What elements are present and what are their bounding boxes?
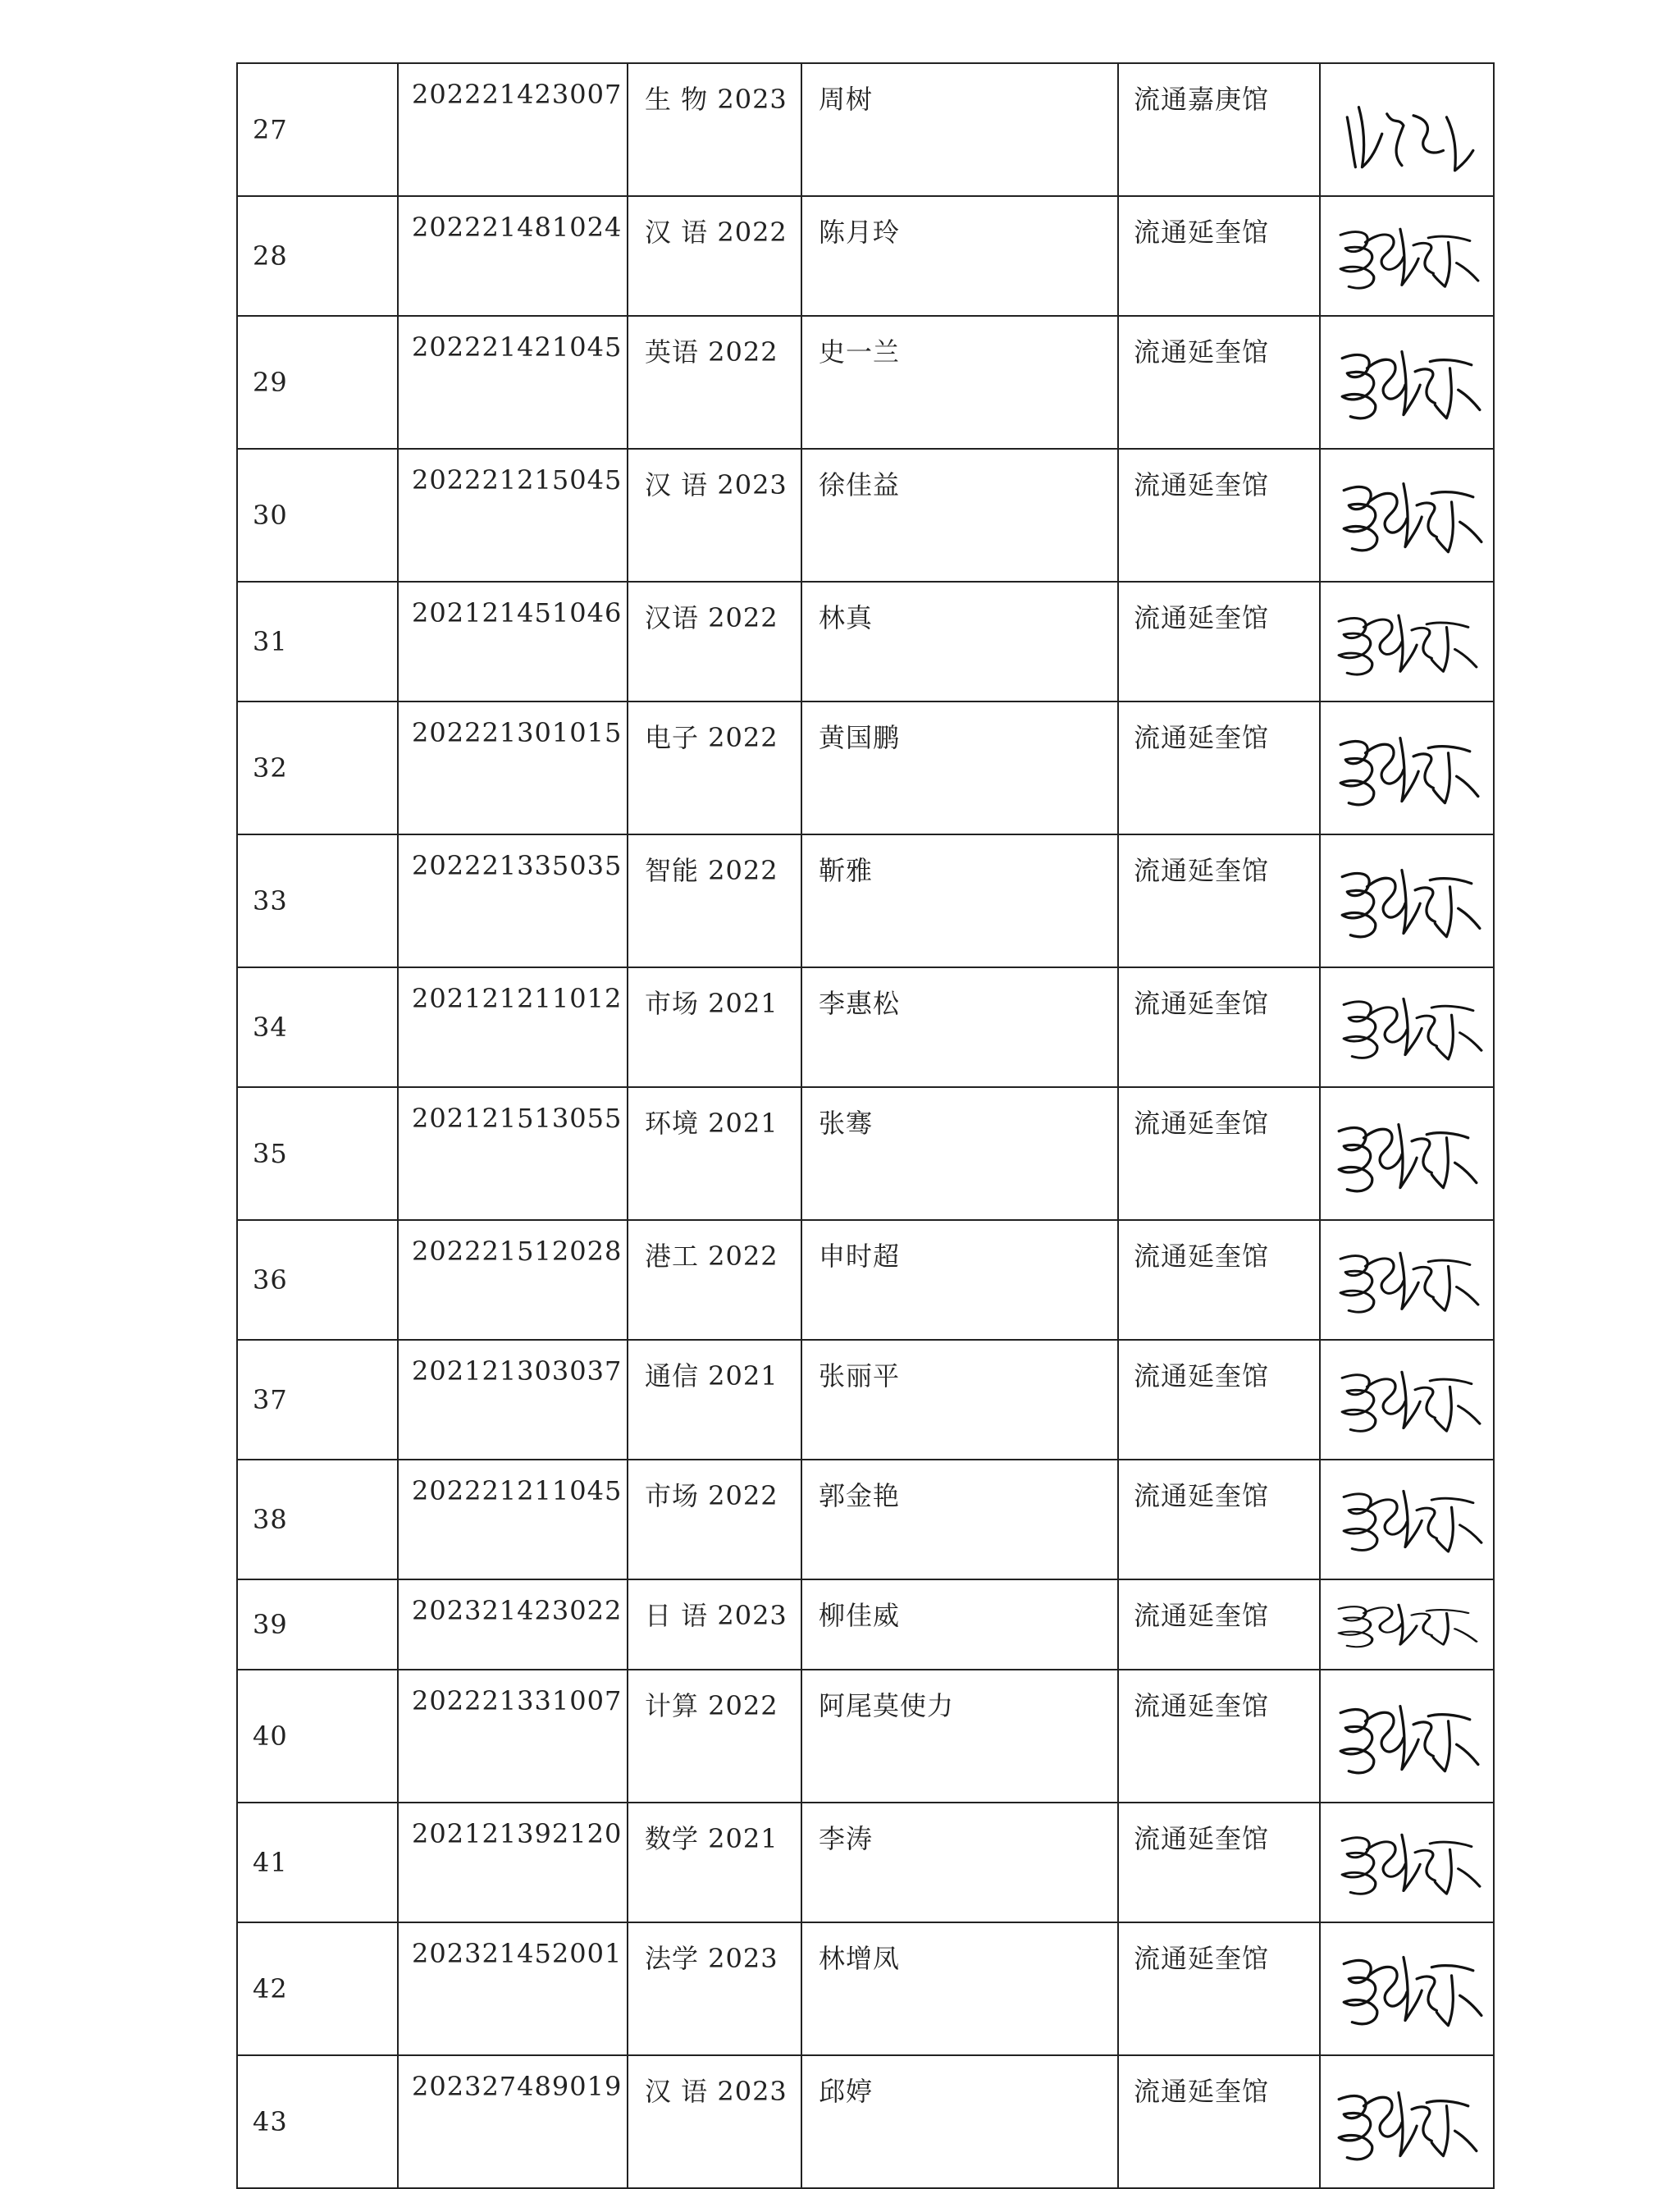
signature-stroke — [1428, 1260, 1470, 1264]
record-table — [236, 62, 1495, 2189]
signature-stroke — [1428, 236, 1470, 240]
library-cell: 流通延奎馆 — [1118, 1670, 1320, 1803]
student-id-cell: 202121451046 — [398, 582, 628, 701]
table-row — [237, 1220, 1494, 1340]
signature-stroke — [1339, 2096, 1372, 2159]
signature-stroke — [1402, 1372, 1420, 1428]
class-cell: 汉 语 2022 — [628, 196, 801, 316]
library-cell: 流通延奎馆 — [1118, 316, 1320, 449]
library-cell: 流通延奎馆 — [1118, 1087, 1320, 1220]
row-number-cell: 33 — [237, 834, 398, 967]
library-cell: 流通嘉庚馆 — [1118, 63, 1320, 196]
signature-stroke — [1435, 887, 1451, 937]
signature-cell — [1320, 1579, 1494, 1670]
signature-scribble — [1324, 839, 1490, 955]
signature-stroke — [1339, 1606, 1372, 1647]
row-number-cell: 32 — [237, 701, 398, 834]
signature-stroke — [1344, 1961, 1377, 2024]
class-cell: 港工 2022 — [628, 1220, 801, 1340]
signature-stroke — [1404, 484, 1422, 547]
signature-stroke — [1436, 1976, 1453, 2026]
student-id-cell: 202121211012 — [398, 967, 628, 1087]
student-name-cell: 黄国鹏 — [801, 701, 1118, 834]
class-cell: 电子 2022 — [628, 701, 801, 834]
signature-stroke — [1404, 999, 1422, 1054]
signature-stroke — [1402, 352, 1420, 415]
signature-cell — [1320, 1922, 1494, 2055]
signature-stroke — [1413, 243, 1433, 273]
signature-stroke — [1344, 1494, 1377, 1551]
class-cell: 英语 2022 — [628, 316, 801, 449]
student-id-cell: 202321423022 — [398, 1579, 628, 1670]
row-number-cell: 36 — [237, 1220, 398, 1340]
class-cell: 市场 2021 — [628, 967, 801, 1087]
signature-cell — [1320, 582, 1494, 701]
class-cell: 生 物 2023 — [628, 63, 801, 196]
row-number-cell: 40 — [237, 1670, 398, 1803]
library-cell: 流通延奎馆 — [1118, 1803, 1320, 1922]
signature-stroke — [1433, 1721, 1449, 1771]
row-number-cell: 37 — [237, 1340, 398, 1460]
row-number-cell: 38 — [237, 1460, 398, 1579]
table-row — [237, 1340, 1494, 1460]
table-row — [237, 701, 1494, 834]
signature-cell — [1320, 2055, 1494, 2188]
student-name-cell: 陈月玲 — [801, 196, 1118, 316]
signature-stroke — [1460, 522, 1481, 542]
signature-stroke — [1347, 117, 1355, 167]
signature-cell — [1320, 834, 1494, 967]
library-cell: 流通延奎馆 — [1118, 1579, 1320, 1670]
student-name-cell: 李涛 — [801, 1803, 1118, 1922]
signature-stroke — [1455, 1629, 1477, 1641]
signature-stroke — [1415, 1850, 1435, 1881]
signature-scribble — [1324, 1926, 1490, 2043]
student-id-cell: 202221211045 — [398, 1460, 628, 1579]
signature-stroke — [1457, 776, 1478, 796]
student-name-cell: 史一兰 — [801, 316, 1118, 449]
signature-stroke — [1431, 492, 1473, 497]
library-cell: 流通延奎馆 — [1118, 582, 1320, 701]
class-cell: 市场 2022 — [628, 1460, 801, 1579]
signature-stroke — [1428, 747, 1470, 752]
signature-stroke — [1415, 888, 1435, 921]
signature-stroke — [1402, 871, 1420, 934]
signature-stroke — [1459, 1869, 1480, 1887]
signature-stroke — [1460, 1033, 1481, 1051]
signature-cell — [1320, 1670, 1494, 1803]
signature-scribble — [1324, 1091, 1490, 1208]
student-name-cell: 柳佳威 — [801, 1579, 1118, 1670]
student-name-cell: 阿尾莫使力 — [801, 1670, 1118, 1803]
signature-stroke — [1430, 1379, 1472, 1383]
signature-cell — [1320, 1220, 1494, 1340]
signature-stroke — [1433, 1266, 1449, 1310]
class-cell: 通信 2021 — [628, 1340, 801, 1460]
signature-scribble — [1324, 706, 1490, 822]
class-cell: 法学 2023 — [628, 1922, 801, 2055]
class-cell: 汉语 2022 — [628, 582, 801, 701]
student-id-cell: 202121303037 — [398, 1340, 628, 1460]
signature-stroke — [1431, 1006, 1473, 1010]
signature-stroke — [1460, 1525, 1481, 1543]
signature-cell — [1320, 1340, 1494, 1460]
row-number-cell: 34 — [237, 967, 398, 1087]
signature-stroke — [1436, 1507, 1453, 1551]
table-row — [237, 1087, 1494, 1220]
signature-scribble — [1324, 1583, 1490, 1657]
row-number-cell: 27 — [237, 63, 398, 196]
signature-stroke — [1457, 1287, 1478, 1305]
table-row — [237, 2055, 1494, 2188]
student-name-cell: 林增凤 — [801, 1922, 1118, 2055]
signature-scribble — [1324, 1464, 1490, 1567]
class-cell: 计算 2022 — [628, 1670, 801, 1803]
signature-scribble — [1324, 2059, 1490, 2176]
signature-scribble — [1324, 320, 1490, 436]
signature-stroke — [1459, 1406, 1480, 1424]
signature-stroke — [1339, 619, 1372, 675]
signature-cell — [1320, 1803, 1494, 1922]
table-row — [237, 1460, 1494, 1579]
library-cell: 流通延奎馆 — [1118, 1460, 1320, 1579]
student-id-cell: 202121513055 — [398, 1087, 628, 1220]
signature-stroke — [1413, 1267, 1433, 1297]
table-row — [237, 449, 1494, 582]
student-id-cell: 202221423007 — [398, 63, 628, 196]
signature-stroke — [1460, 1995, 1481, 2015]
signature-stroke — [1431, 1613, 1448, 1645]
table-row — [237, 582, 1494, 701]
signature-stroke — [1339, 1128, 1372, 1191]
class-cell: 日 语 2023 — [628, 1579, 801, 1670]
signature-stroke — [1413, 116, 1443, 153]
signature-scribble — [1324, 453, 1490, 569]
student-id-cell: 202327489019 — [398, 2055, 628, 2188]
student-name-cell: 申时超 — [801, 1220, 1118, 1340]
row-number-cell: 31 — [237, 582, 398, 701]
signature-stroke — [1344, 487, 1377, 551]
signature-stroke — [1431, 2106, 1448, 2156]
signature-cell — [1320, 1087, 1494, 1220]
table-row — [237, 1579, 1494, 1670]
signature-scribble — [1324, 1224, 1490, 1328]
signature-stroke — [1455, 649, 1477, 667]
signature-stroke — [1415, 369, 1435, 403]
signature-stroke — [1412, 2107, 1431, 2141]
student-name-cell: 林真 — [801, 582, 1118, 701]
signature-stroke — [1387, 114, 1404, 166]
signature-cell — [1320, 63, 1494, 196]
signature-stroke — [1412, 1139, 1431, 1172]
signature-stroke — [1436, 502, 1453, 552]
class-cell: 环境 2021 — [628, 1087, 801, 1220]
signature-scribble — [1324, 586, 1490, 689]
class-cell: 汉 语 2023 — [628, 449, 801, 582]
signature-scribble — [1324, 200, 1490, 304]
signature-stroke — [1435, 1849, 1451, 1894]
signature-stroke — [1358, 107, 1381, 167]
table-row — [237, 63, 1494, 196]
class-cell: 汉 语 2023 — [628, 2055, 801, 2188]
student-id-cell: 202121392120 — [398, 1803, 628, 1922]
row-number-cell: 30 — [237, 449, 398, 582]
student-id-cell: 202221301015 — [398, 701, 628, 834]
student-name-cell: 李惠松 — [801, 967, 1118, 1087]
student-id-cell: 202221481024 — [398, 196, 628, 316]
signature-stroke — [1404, 1958, 1422, 2021]
table-row — [237, 1922, 1494, 2055]
row-number-cell: 28 — [237, 196, 398, 316]
student-name-cell: 邱婷 — [801, 2055, 1118, 2188]
signature-cell — [1320, 967, 1494, 1087]
student-name-cell: 徐佳益 — [801, 449, 1118, 582]
library-cell: 流通延奎馆 — [1118, 967, 1320, 1087]
library-cell: 流通延奎馆 — [1118, 1220, 1320, 1340]
signature-stroke — [1413, 754, 1433, 788]
table-row — [237, 834, 1494, 967]
student-id-cell: 202321452001 — [398, 1922, 628, 2055]
library-cell: 流通延奎馆 — [1118, 2055, 1320, 2188]
signature-stroke — [1435, 368, 1451, 418]
row-number-cell: 43 — [237, 2055, 398, 2188]
signature-stroke — [1433, 242, 1449, 286]
signature-stroke — [1436, 1015, 1453, 1059]
signature-stroke — [1459, 390, 1480, 409]
student-id-cell: 202221335035 — [398, 834, 628, 967]
table-row — [237, 196, 1494, 316]
row-number-cell: 39 — [237, 1579, 398, 1670]
student-name-cell: 张骞 — [801, 1087, 1118, 1220]
signature-stroke — [1402, 1835, 1420, 1890]
student-id-cell: 202221421045 — [398, 316, 628, 449]
signature-cell — [1320, 1460, 1494, 1579]
signature-stroke — [1433, 753, 1449, 803]
student-name-cell: 郭金艳 — [801, 1460, 1118, 1579]
table-row — [237, 967, 1494, 1087]
signature-stroke — [1413, 1722, 1433, 1756]
student-name-cell: 靳雅 — [801, 834, 1118, 967]
signature-cell — [1320, 196, 1494, 316]
signature-stroke — [1431, 1966, 1473, 1971]
table-row — [237, 1670, 1494, 1803]
signature-scribble — [1324, 1344, 1490, 1447]
student-name-cell: 周树 — [801, 63, 1118, 196]
table-row — [237, 316, 1494, 449]
signature-stroke — [1455, 2131, 1477, 2150]
library-cell: 流通延奎馆 — [1118, 701, 1320, 834]
student-id-cell: 202221331007 — [398, 1670, 628, 1803]
signature-scribble — [1324, 1674, 1490, 1790]
class-cell: 数学 2021 — [628, 1803, 801, 1922]
signature-stroke — [1431, 1138, 1448, 1188]
student-id-cell: 202221215045 — [398, 449, 628, 582]
signature-stroke — [1412, 1614, 1431, 1635]
library-cell: 流通延奎馆 — [1118, 1922, 1320, 2055]
signature-stroke — [1459, 908, 1480, 928]
signature-stroke — [1430, 1842, 1472, 1846]
row-number-cell: 41 — [237, 1803, 398, 1922]
signature-stroke — [1457, 263, 1478, 281]
signature-scribble — [1324, 971, 1490, 1075]
signature-stroke — [1428, 1715, 1470, 1720]
class-cell: 智能 2022 — [628, 834, 801, 967]
signature-stroke — [1431, 1498, 1473, 1502]
signature-stroke — [1430, 360, 1472, 365]
signature-stroke — [1457, 1744, 1478, 1764]
student-name-cell: 张丽平 — [801, 1340, 1118, 1460]
signature-stroke — [1404, 1491, 1422, 1547]
signature-stroke — [1344, 1002, 1377, 1058]
signature-stroke — [1455, 1163, 1477, 1182]
library-cell: 流通延奎馆 — [1118, 449, 1320, 582]
table-row — [237, 1803, 1494, 1922]
library-cell: 流通延奎馆 — [1118, 1340, 1320, 1460]
signature-cell — [1320, 316, 1494, 449]
table-body — [237, 63, 1494, 2188]
row-number-cell: 35 — [237, 1087, 398, 1220]
signature-scribble — [1324, 1807, 1490, 1910]
signature-stroke — [1415, 1387, 1435, 1418]
signature-stroke — [1446, 117, 1472, 171]
signature-stroke — [1430, 879, 1472, 884]
row-number-cell: 29 — [237, 316, 398, 449]
library-cell: 流通延奎馆 — [1118, 196, 1320, 316]
row-number-cell: 42 — [237, 1922, 398, 2055]
signature-scribble — [1324, 67, 1490, 184]
signature-stroke — [1431, 627, 1448, 671]
signature-stroke — [1435, 1387, 1451, 1431]
signature-cell — [1320, 701, 1494, 834]
signature-cell — [1320, 449, 1494, 582]
signature-stroke — [1412, 628, 1431, 658]
library-cell: 流通延奎馆 — [1118, 834, 1320, 967]
student-id-cell: 202221512028 — [398, 1220, 628, 1340]
